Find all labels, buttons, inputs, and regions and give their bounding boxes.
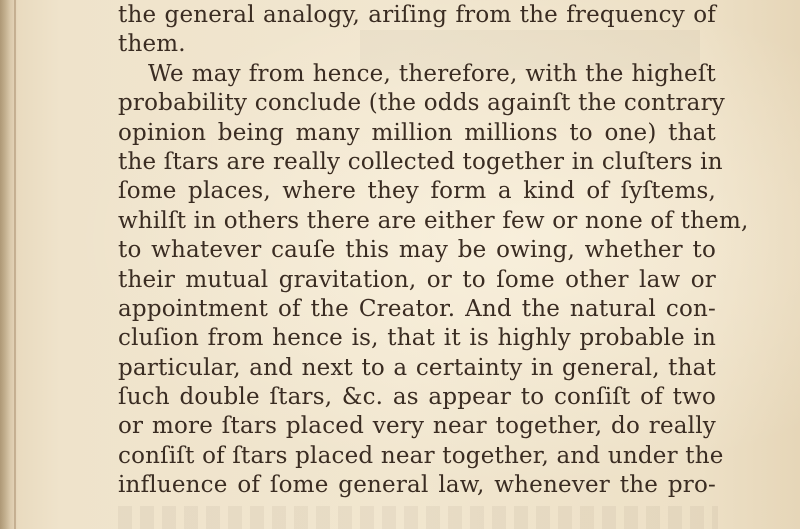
- text-line: ſome places, where they form a kind of ſyſtems,: [118, 178, 716, 205]
- text-line: cluſion from hence is, that it is highly probable in: [118, 325, 716, 352]
- text-line: the general analogy, ariſing from the frequency of: [118, 2, 716, 28]
- text-line: or more ſtars placed very near together, do really: [118, 413, 716, 440]
- text-line: particular, and next to a certainty in general, that: [118, 354, 716, 381]
- cut-off-next-line: [118, 506, 718, 529]
- text-line: the ſtars are really collected together in cluſters in: [118, 148, 723, 175]
- text-line: opinion being many million millions to one) that: [118, 119, 716, 146]
- text-line: whilſt in others there are either few or none of them,: [118, 207, 749, 234]
- text-line: appointment of the Creator. And the natural con-: [118, 295, 716, 322]
- text-line: probability conclude (the odds againſt the contrary: [118, 90, 725, 117]
- text-line: them.: [118, 31, 186, 58]
- text-line: influence of ſome general law, whenever the pro-: [118, 472, 716, 499]
- text-line: their mutual gravitation, or to ſome other law or: [118, 266, 716, 293]
- text-line: ſuch double ſtars, &c. as appear to conſiſt of two: [118, 384, 716, 411]
- binding-edge: [14, 0, 16, 529]
- text-line: conſiſt of ſtars placed near together, and under the: [118, 442, 724, 469]
- paragraph-first-line: We may from hence, therefore, with the higheſt: [148, 60, 716, 87]
- body-text: [118, 1, 749, 501]
- text-line: to whatever cauſe this may be owing, whether to: [118, 237, 716, 264]
